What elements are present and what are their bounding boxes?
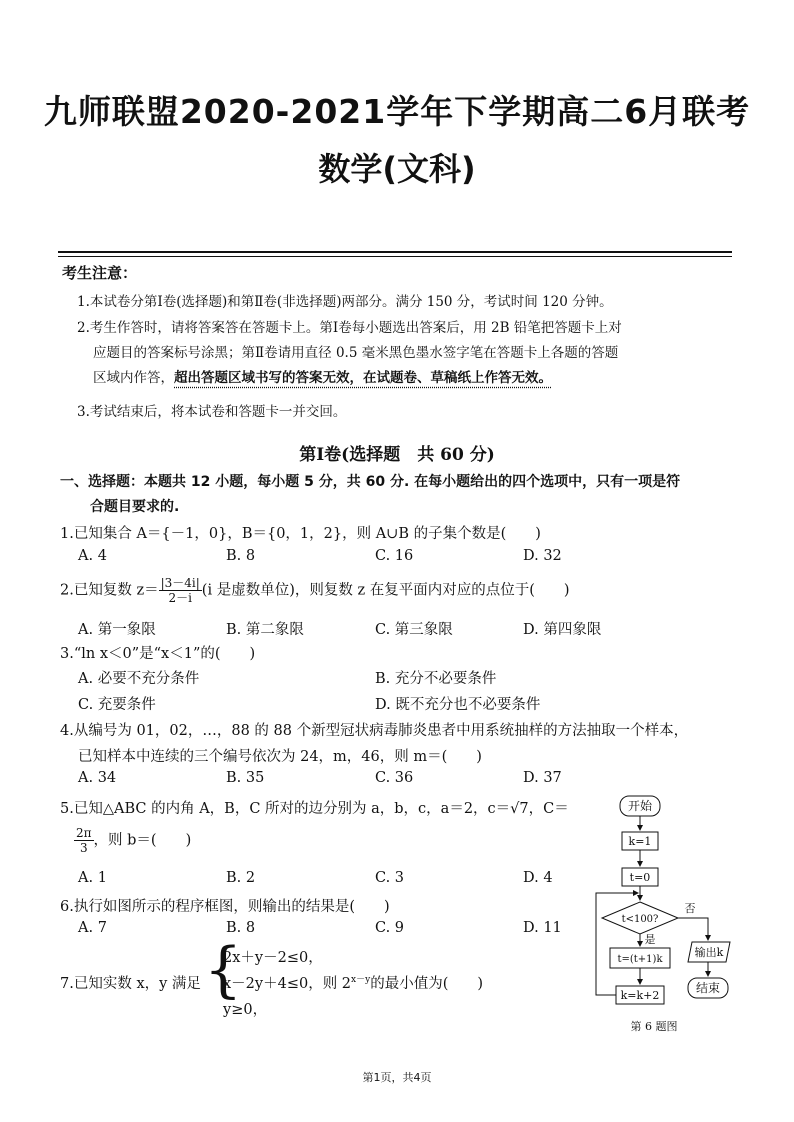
q5-option-a: A. 1 bbox=[78, 870, 107, 886]
question-4-line-2: 已知样本中连续的三个编号依次为 24，m，46，则 m＝( ) bbox=[78, 749, 482, 765]
q4-option-d: D. 37 bbox=[523, 770, 562, 786]
q7-brace: { bbox=[204, 935, 243, 1005]
flow-condition-label: t<100? bbox=[621, 914, 659, 925]
question-6-stem: 6.执行如图所示的程序框图，则输出的结果是( ) bbox=[60, 899, 390, 915]
note-1: 1.本试卷分第Ⅰ卷(选择题)和第Ⅱ卷(非选择题)两部分。满分 150 分，考试时间 120 分钟。 bbox=[77, 294, 613, 310]
q2-option-a: A. 第一象限 bbox=[78, 622, 156, 638]
q5-option-b: B. 2 bbox=[226, 870, 256, 886]
q6-option-d: D. 11 bbox=[523, 920, 562, 936]
q7-constraint-2-text: x－2y＋4≤0，则 2 bbox=[223, 976, 352, 992]
q2-option-c: C. 第三象限 bbox=[375, 622, 453, 638]
flow-update-t-label: t=(t+1)k bbox=[617, 954, 663, 965]
q6-option-b: B. 8 bbox=[226, 920, 256, 936]
section-title: 第Ⅰ卷(选择题 共 60 分) bbox=[299, 445, 495, 465]
q3-option-a: A. 必要不充分条件 bbox=[78, 671, 200, 687]
section-intro-2: 合题目要求的. bbox=[90, 499, 180, 515]
q3-option-c: C. 充要条件 bbox=[78, 697, 156, 713]
divider-top bbox=[58, 251, 732, 253]
q1-option-b: B. 8 bbox=[226, 548, 256, 564]
flow-k-init-label: k=1 bbox=[628, 835, 652, 848]
note-2c-emphasis: 超出答题区域书写的答案无效，在试题卷、草稿纸上作答无效。 bbox=[174, 370, 552, 386]
question-7-prefix: 7.已知实数 x，y 满足 bbox=[60, 976, 201, 992]
q5-numerator: 2π bbox=[76, 826, 92, 840]
q2-denominator: 2－i bbox=[168, 591, 192, 605]
q3-option-b: B. 充分不必要条件 bbox=[375, 671, 497, 687]
q5-option-c: C. 3 bbox=[375, 870, 405, 886]
question-3-stem: 3.“ln x＜0”是“x＜1”的( ) bbox=[60, 646, 256, 662]
q3-option-d: D. 既不充分也不必要条件 bbox=[375, 697, 541, 713]
q7-exponent: x－y bbox=[351, 975, 371, 986]
q2-option-d: D. 第四象限 bbox=[523, 622, 602, 638]
question-5-line-2 bbox=[74, 826, 191, 855]
q7-constraint-1: 2x＋y－2≤0， bbox=[223, 950, 323, 966]
page-footer: 第1页，共4页 bbox=[362, 1071, 432, 1084]
section-intro-1: 一、选择题：本题共 12 小题，每小题 5 分，共 60 分. 在每小题给出的四个选项中，只有一项是符 bbox=[60, 474, 681, 490]
note-3: 3.考试结束后，将本试卷和答题卡一并交回。 bbox=[77, 404, 347, 420]
flowchart-caption: 第 6 题图 bbox=[630, 1020, 678, 1033]
flow-output-label: 输出k bbox=[694, 946, 724, 959]
exam-title: 九师联盟2020-2021学年下学期高二6月联考 bbox=[43, 92, 751, 131]
q5-suffix: ，则 b＝( ) bbox=[93, 832, 192, 849]
flow-end-label: 结束 bbox=[695, 981, 721, 995]
question-4-line-1: 4.从编号为 01，02，…，88 的 88 个新型冠状病毒肺炎患者中用系统抽样的方法抽取一个样本， bbox=[60, 723, 689, 739]
q1-option-c: C. 16 bbox=[375, 548, 414, 564]
q7-constraint-3: y≥0， bbox=[223, 1002, 268, 1018]
q4-option-c: C. 36 bbox=[375, 770, 414, 786]
q1-option-d: D. 32 bbox=[523, 548, 562, 564]
note-2a: 2.考生作答时，请将答案答在答题卡上。第Ⅰ卷每小题选出答案后，用 2B 铅笔把答题卡上对 bbox=[77, 320, 622, 336]
note-2c-plain: 区域内作答， bbox=[93, 370, 174, 386]
q7-constraint-2 bbox=[223, 972, 483, 993]
note-2b: 应题目的答案标号涂黑；第Ⅱ卷请用直径 0.5 毫米黑色墨水签字笔在答题卡上各题的答题 bbox=[93, 345, 619, 361]
divider-bottom bbox=[58, 256, 732, 257]
question-2-stem bbox=[60, 576, 570, 605]
flow-start-label: 开始 bbox=[627, 799, 653, 813]
flow-no-label: 否 bbox=[684, 902, 696, 915]
q7-suffix: 的最小值为( ) bbox=[370, 976, 484, 992]
q2-prefix: 2.已知复数 z＝ bbox=[60, 582, 159, 599]
q2-fraction bbox=[159, 576, 202, 605]
question-5-line-1: 5.已知△ABC 的内角 A，B，C 所对的边分别为 a，b，c，a＝2，c＝√7，C＝ bbox=[60, 801, 569, 817]
note-2c bbox=[93, 366, 552, 386]
flow-yes-label: 是 bbox=[644, 933, 656, 946]
q2-numerator: |3－4i| bbox=[160, 576, 200, 590]
q2-suffix: (i 是虚数单位)，则复数 z 在复平面内对应的点位于( ) bbox=[201, 582, 570, 599]
exam-subject: 数学(文科) bbox=[318, 150, 476, 188]
q5-fraction bbox=[74, 826, 94, 855]
question-1-stem: 1.已知集合 A＝{－1，0}，B＝{0，1，2}，则 A∪B 的子集个数是( ) bbox=[60, 526, 541, 542]
q4-option-b: B. 35 bbox=[226, 770, 265, 786]
q1-option-a: A. 4 bbox=[78, 548, 107, 564]
q6-option-c: C. 9 bbox=[375, 920, 405, 936]
flowchart-figure bbox=[588, 792, 748, 1042]
q4-option-a: A. 34 bbox=[78, 770, 117, 786]
q6-option-a: A. 7 bbox=[78, 920, 107, 936]
q2-option-b: B. 第二象限 bbox=[226, 622, 304, 638]
q5-denominator: 3 bbox=[79, 841, 88, 855]
flow-update-k-label: k=k+2 bbox=[620, 989, 660, 1002]
notes-heading: 考生注意： bbox=[62, 264, 138, 282]
flow-t-init-label: t=0 bbox=[629, 871, 651, 884]
q5-option-d: D. 4 bbox=[523, 870, 553, 886]
